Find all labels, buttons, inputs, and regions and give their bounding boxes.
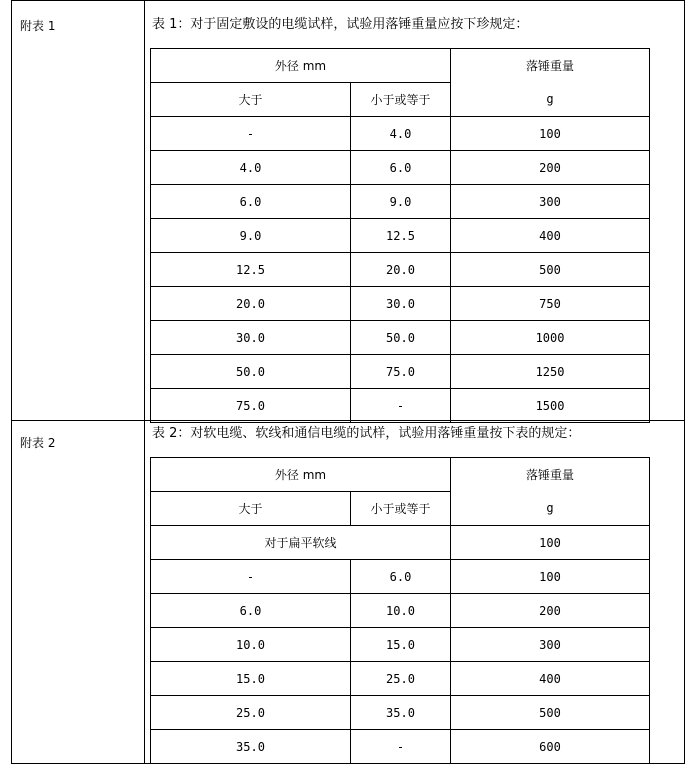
cell-weight: 100 (451, 560, 650, 594)
cell-less-equal: 25.0 (351, 662, 451, 696)
table-row (151, 696, 650, 730)
column-divider (144, 0, 145, 764)
header-greater-than: 大于 (151, 492, 351, 526)
table-row (151, 355, 650, 389)
weight-table-2 (150, 457, 650, 764)
table-row (151, 662, 650, 696)
cell-weight: 400 (451, 662, 650, 696)
cell-greater: 30.0 (151, 321, 351, 355)
header-greater-than: 大于 (151, 83, 351, 117)
cell-less-equal: 9.0 (351, 185, 451, 219)
cell-less-equal: 10.0 (351, 594, 451, 628)
cell-greater: 12.5 (151, 253, 351, 287)
cell-greater: 9.0 (151, 219, 351, 253)
cell-greater: 15.0 (151, 662, 351, 696)
cell-greater: - (151, 560, 351, 594)
appendix-label-1: 附表 1 (20, 19, 56, 33)
table-row (151, 151, 650, 185)
cell-weight: 1000 (451, 321, 650, 355)
appendix-label-2: 附表 2 (20, 436, 56, 450)
cell-weight: 300 (451, 185, 650, 219)
cell-greater: 6.0 (151, 594, 351, 628)
cell-weight: 200 (451, 151, 650, 185)
cell-less-equal: 12.5 (351, 219, 451, 253)
table-row (151, 185, 650, 219)
cell-less-equal: 50.0 (351, 321, 451, 355)
cell-less-equal: 6.0 (351, 560, 451, 594)
cell-less-equal: 15.0 (351, 628, 451, 662)
table-caption-2: 表 2：对软电缆、软线和通信电缆的试样，试验用落锤重量按下表的规定： (152, 426, 581, 441)
cell-weight: 1500 (451, 389, 650, 423)
cell-greater: - (151, 117, 351, 151)
cell-weight: 600 (451, 730, 650, 764)
table-row (151, 253, 650, 287)
cell-weight: 1250 (451, 355, 650, 389)
cell-greater: 50.0 (151, 355, 351, 389)
cell-less-equal: 35.0 (351, 696, 451, 730)
cell-greater: 6.0 (151, 185, 351, 219)
cell-less-equal: 30.0 (351, 287, 451, 321)
cell-less-equal: - (351, 389, 451, 423)
table-row (151, 321, 650, 355)
table-row (151, 389, 650, 423)
cell-less-equal: 4.0 (351, 117, 451, 151)
cell-weight: 200 (451, 594, 650, 628)
table-row (151, 287, 650, 321)
cell-less-equal: - (351, 730, 451, 764)
table-row (151, 628, 650, 662)
table-caption-1: 表 1：对于固定敷设的电缆试样，试验用落锤重量应按下珍规定： (152, 17, 529, 32)
header-outer-diameter: 外径 mm (151, 458, 451, 492)
table-row (151, 219, 650, 253)
table-row (151, 594, 650, 628)
header-hammer-weight: 落锤重量 (451, 458, 650, 492)
cell-weight: 400 (451, 219, 650, 253)
cell-greater: 75.0 (151, 389, 351, 423)
cell-greater: 35.0 (151, 730, 351, 764)
table-row (151, 526, 650, 560)
cell-less-equal: 20.0 (351, 253, 451, 287)
header-less-or-equal: 小于或等于 (351, 492, 451, 526)
cell-less-equal: 6.0 (351, 151, 451, 185)
cell-flat-cord-label: 对于扁平软线 (151, 526, 451, 560)
cell-greater: 10.0 (151, 628, 351, 662)
table-row (151, 560, 650, 594)
cell-weight: 500 (451, 696, 650, 730)
cell-weight: 100 (451, 117, 650, 151)
cell-weight: 100 (451, 526, 650, 560)
cell-weight: 500 (451, 253, 650, 287)
table-row (151, 117, 650, 151)
header-hammer-weight: 落锤重量 (451, 49, 650, 83)
cell-greater: 20.0 (151, 287, 351, 321)
header-weight-unit: g (451, 492, 650, 526)
cell-greater: 4.0 (151, 151, 351, 185)
weight-table-1 (150, 48, 650, 423)
header-less-or-equal: 小于或等于 (351, 83, 451, 117)
table-row (151, 730, 650, 764)
cell-weight: 750 (451, 287, 650, 321)
cell-greater: 25.0 (151, 696, 351, 730)
header-weight-unit: g (451, 83, 650, 117)
cell-weight: 300 (451, 628, 650, 662)
cell-less-equal: 75.0 (351, 355, 451, 389)
header-outer-diameter: 外径 mm (151, 49, 451, 83)
